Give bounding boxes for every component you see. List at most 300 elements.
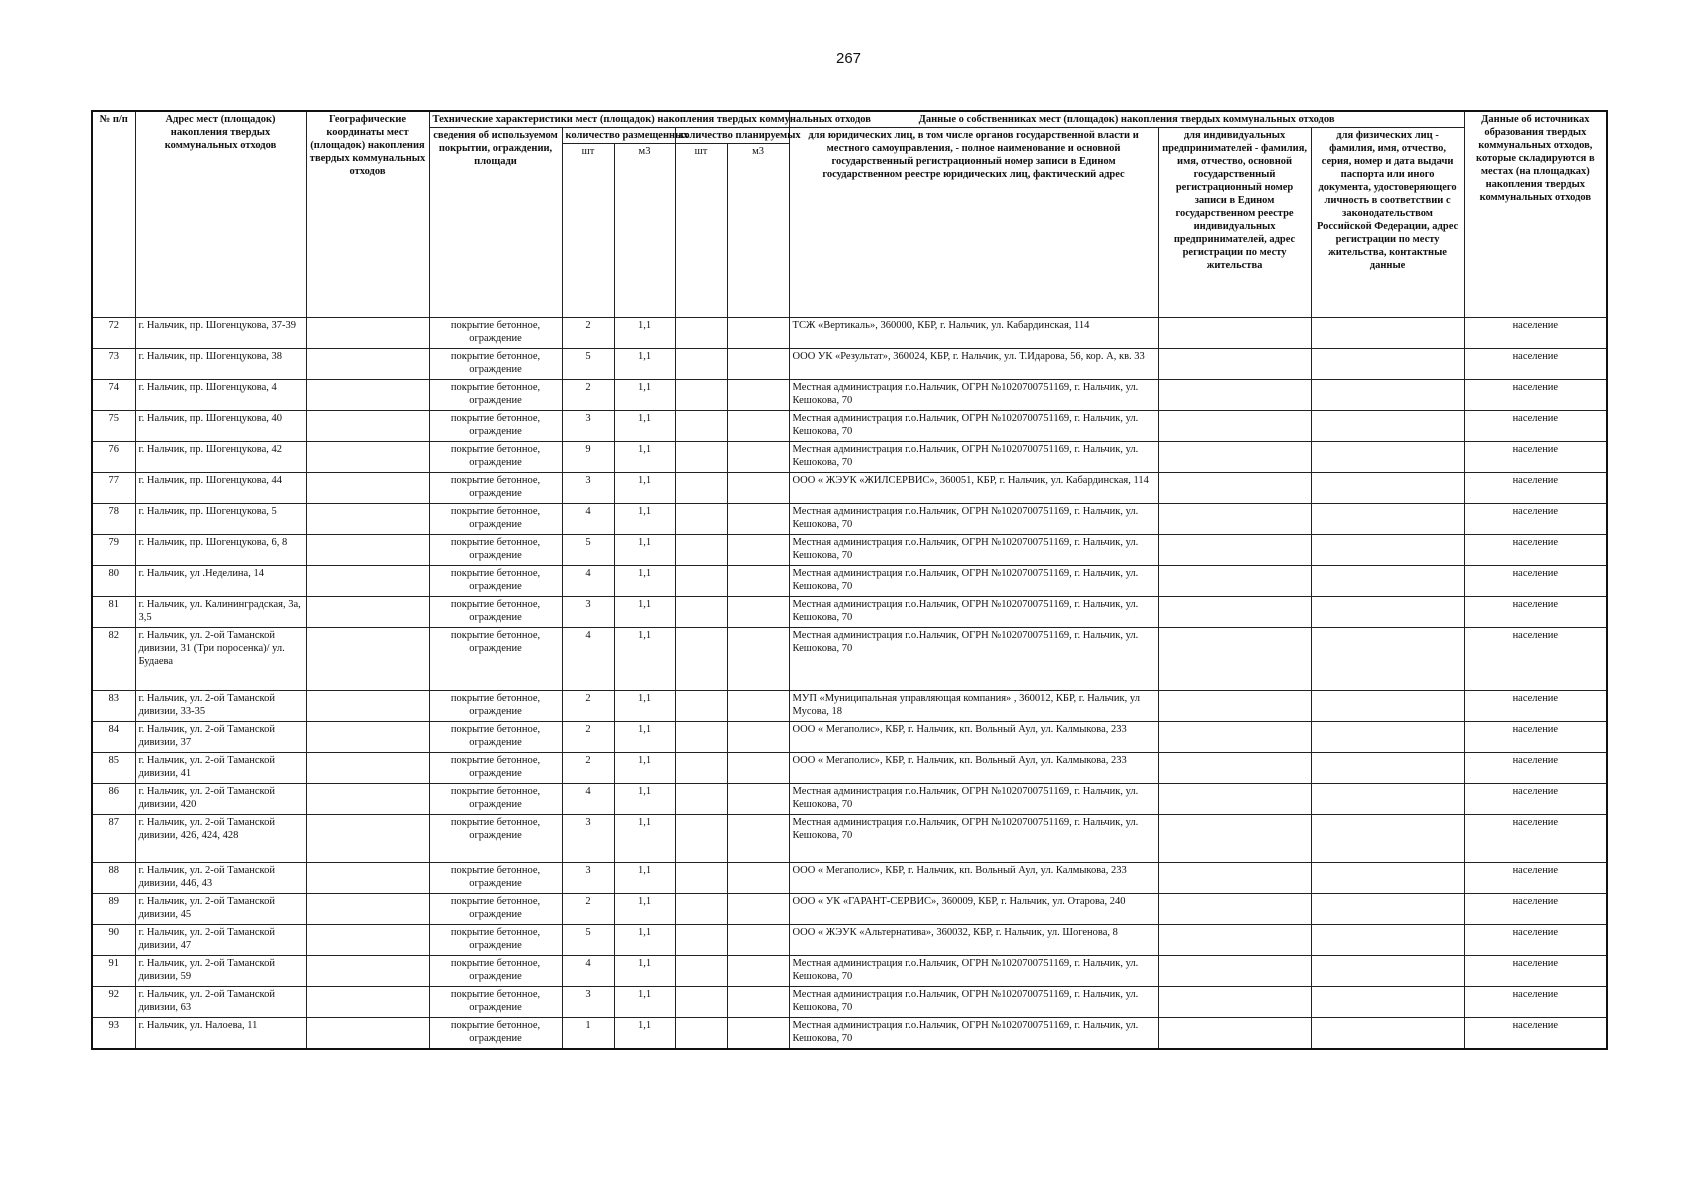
row-geo	[306, 1018, 429, 1049]
row-owner-legal: Местная администрация г.о.Нальчик, ОГРН №1020700751169, г. Нальчик, ул. Кешокова, 70	[789, 784, 1158, 815]
table-row	[92, 628, 1607, 691]
row-coverage: покрытие бетонное, ограждение	[429, 597, 562, 628]
row-placed-m3: 1,1	[614, 380, 675, 411]
row-coverage: покрытие бетонное, ограждение	[429, 956, 562, 987]
row-planned-sht	[675, 628, 727, 691]
row-planned-m3	[727, 442, 789, 473]
row-geo	[306, 815, 429, 863]
row-planned-m3	[727, 628, 789, 691]
row-coverage: покрытие бетонное, ограждение	[429, 442, 562, 473]
header-placed-m3: м3	[614, 144, 675, 318]
row-placed-sht: 3	[562, 597, 614, 628]
table-row	[92, 987, 1607, 1018]
row-planned-sht	[675, 863, 727, 894]
row-planned-sht	[675, 504, 727, 535]
row-source: население	[1464, 504, 1607, 535]
row-planned-sht	[675, 753, 727, 784]
row-owner-legal: ООО « Мегаполис», КБР, г. Нальчик, кп. Вольный Аул, ул. Калмыкова, 233	[789, 863, 1158, 894]
row-owner-legal: ООО « УК «ГАРАНТ-СЕРВИС», 360009, КБР, г. Нальчик, ул. Отарова, 240	[789, 894, 1158, 925]
row-owner-legal: ООО « ЖЭУК «ЖИЛСЕРВИС», 360051, КБР, г. Нальчик, ул. Кабардинская, 114	[789, 473, 1158, 504]
row-planned-m3	[727, 956, 789, 987]
row-owner-phys	[1311, 722, 1464, 753]
row-source: население	[1464, 784, 1607, 815]
row-owner-ip	[1158, 504, 1311, 535]
row-geo	[306, 349, 429, 380]
row-planned-sht	[675, 894, 727, 925]
row-placed-m3: 1,1	[614, 753, 675, 784]
row-address: г. Нальчик, ул. 2-ой Таманской дивизии, 59	[135, 956, 306, 987]
row-number: 81	[92, 597, 135, 628]
row-coverage: покрытие бетонное, ограждение	[429, 863, 562, 894]
row-placed-m3: 1,1	[614, 722, 675, 753]
row-number: 88	[92, 863, 135, 894]
row-owner-phys	[1311, 349, 1464, 380]
row-number: 93	[92, 1018, 135, 1049]
row-owner-ip	[1158, 987, 1311, 1018]
row-placed-m3: 1,1	[614, 1018, 675, 1049]
row-planned-sht	[675, 411, 727, 442]
row-coverage: покрытие бетонное, ограждение	[429, 691, 562, 722]
row-coverage: покрытие бетонное, ограждение	[429, 894, 562, 925]
row-geo	[306, 691, 429, 722]
row-owner-ip	[1158, 691, 1311, 722]
row-address: г. Нальчик, ул. Калининградская, 3а, 3,5	[135, 597, 306, 628]
row-placed-sht: 3	[562, 473, 614, 504]
table-row	[92, 784, 1607, 815]
row-owner-phys	[1311, 597, 1464, 628]
table-row	[92, 473, 1607, 504]
header-tech: Технические характеристики мест (площадок) накопления твердых коммунальных отходов	[429, 111, 789, 128]
table-row	[92, 815, 1607, 863]
row-placed-m3: 1,1	[614, 349, 675, 380]
row-geo	[306, 504, 429, 535]
row-coverage: покрытие бетонное, ограждение	[429, 349, 562, 380]
row-placed-m3: 1,1	[614, 442, 675, 473]
row-geo	[306, 863, 429, 894]
row-owner-phys	[1311, 691, 1464, 722]
row-geo	[306, 473, 429, 504]
header-planned-m3: м3	[727, 144, 789, 318]
row-planned-sht	[675, 349, 727, 380]
row-placed-m3: 1,1	[614, 691, 675, 722]
row-coverage: покрытие бетонное, ограждение	[429, 722, 562, 753]
row-coverage: покрытие бетонное, ограждение	[429, 1018, 562, 1049]
row-address: г. Нальчик, пр. Шогенцукова, 38	[135, 349, 306, 380]
row-geo	[306, 535, 429, 566]
row-source: население	[1464, 815, 1607, 863]
row-planned-m3	[727, 815, 789, 863]
table-row	[92, 753, 1607, 784]
row-planned-m3	[727, 722, 789, 753]
row-owner-ip	[1158, 535, 1311, 566]
row-geo	[306, 442, 429, 473]
table-row	[92, 411, 1607, 442]
row-owner-ip	[1158, 380, 1311, 411]
row-address: г. Нальчик, пр. Шогенцукова, 44	[135, 473, 306, 504]
row-planned-m3	[727, 753, 789, 784]
row-source: население	[1464, 349, 1607, 380]
row-placed-m3: 1,1	[614, 597, 675, 628]
row-coverage: покрытие бетонное, ограждение	[429, 566, 562, 597]
row-source: население	[1464, 318, 1607, 349]
row-owner-legal: ООО « ЖЭУК «Альтернатива», 360032, КБР, г. Нальчик, ул. Шогенова, 8	[789, 925, 1158, 956]
header-owners: Данные о собственниках мест (площадок) накопления твердых коммунальных отходов	[789, 111, 1464, 128]
row-placed-sht: 1	[562, 1018, 614, 1049]
row-geo	[306, 784, 429, 815]
row-owner-phys	[1311, 380, 1464, 411]
table-row	[92, 925, 1607, 956]
table-row	[92, 380, 1607, 411]
row-owner-ip	[1158, 722, 1311, 753]
header-planned-sht: шт	[675, 144, 727, 318]
header-phys: для физических лиц - фамилия, имя, отчество, серия, номер и дата выдачи паспорта или иного документа, удостоверяющего личность в соответствии с законодательством Российской Федерации, адрес регистрации по месту жительства, контактные данные	[1311, 128, 1464, 318]
row-placed-sht: 2	[562, 318, 614, 349]
row-planned-sht	[675, 987, 727, 1018]
row-owner-legal: Местная администрация г.о.Нальчик, ОГРН №1020700751169, г. Нальчик, ул. Кешокова, 70	[789, 987, 1158, 1018]
row-source: население	[1464, 473, 1607, 504]
row-placed-m3: 1,1	[614, 411, 675, 442]
row-number: 73	[92, 349, 135, 380]
row-owner-legal: Местная администрация г.о.Нальчик, ОГРН №1020700751169, г. Нальчик, ул. Кешокова, 70	[789, 1018, 1158, 1049]
row-planned-sht	[675, 691, 727, 722]
row-owner-ip	[1158, 566, 1311, 597]
row-planned-m3	[727, 380, 789, 411]
row-coverage: покрытие бетонное, ограждение	[429, 535, 562, 566]
row-owner-phys	[1311, 956, 1464, 987]
row-owner-legal: Местная администрация г.о.Нальчик, ОГРН №1020700751169, г. Нальчик, ул. Кешокова, 70	[789, 504, 1158, 535]
row-planned-m3	[727, 1018, 789, 1049]
row-number: 79	[92, 535, 135, 566]
row-owner-ip	[1158, 863, 1311, 894]
row-placed-m3: 1,1	[614, 863, 675, 894]
row-address: г. Нальчик, ул. 2-ой Таманской дивизии, 426, 424, 428	[135, 815, 306, 863]
row-address: г. Нальчик, ул. 2-ой Таманской дивизии, 37	[135, 722, 306, 753]
row-source: население	[1464, 987, 1607, 1018]
table-row	[92, 349, 1607, 380]
row-owner-ip	[1158, 1018, 1311, 1049]
row-number: 86	[92, 784, 135, 815]
row-number: 84	[92, 722, 135, 753]
row-planned-sht	[675, 956, 727, 987]
row-address: г. Нальчик, ул. 2-ой Таманской дивизии, 47	[135, 925, 306, 956]
row-planned-sht	[675, 815, 727, 863]
header-geo: Географические координаты мест (площадок) накопления твердых коммунальных отходов	[306, 111, 429, 318]
row-owner-ip	[1158, 318, 1311, 349]
table-row	[92, 442, 1607, 473]
row-owner-phys	[1311, 863, 1464, 894]
row-source: население	[1464, 956, 1607, 987]
row-planned-m3	[727, 566, 789, 597]
row-geo	[306, 628, 429, 691]
row-owner-legal: Местная администрация г.о.Нальчик, ОГРН №1020700751169, г. Нальчик, ул. Кешокова, 70	[789, 380, 1158, 411]
row-coverage: покрытие бетонное, ограждение	[429, 753, 562, 784]
row-geo	[306, 956, 429, 987]
row-source: население	[1464, 535, 1607, 566]
row-placed-m3: 1,1	[614, 894, 675, 925]
row-coverage: покрытие бетонное, ограждение	[429, 411, 562, 442]
table-row	[92, 566, 1607, 597]
row-owner-legal: ООО « Мегаполис», КБР, г. Нальчик, кп. Вольный Аул, ул. Калмыкова, 233	[789, 753, 1158, 784]
row-owner-legal: Местная администрация г.о.Нальчик, ОГРН №1020700751169, г. Нальчик, ул. Кешокова, 70	[789, 597, 1158, 628]
row-placed-sht: 2	[562, 753, 614, 784]
table-row	[92, 894, 1607, 925]
row-placed-sht: 2	[562, 380, 614, 411]
row-address: г. Нальчик, пр. Шогенцукова, 5	[135, 504, 306, 535]
row-owner-ip	[1158, 628, 1311, 691]
row-owner-phys	[1311, 535, 1464, 566]
table-body	[92, 318, 1607, 1049]
row-planned-m3	[727, 535, 789, 566]
header-address: Адрес мест (площадок) накопления твердых коммунальных отходов	[135, 111, 306, 318]
row-owner-legal: ООО « Мегаполис», КБР, г. Нальчик, кп. Вольный Аул, ул. Калмыкова, 233	[789, 722, 1158, 753]
row-owner-legal: ТСЖ «Вертикаль», 360000, КБР, г. Нальчик, ул. Кабардинская, 114	[789, 318, 1158, 349]
row-source: население	[1464, 566, 1607, 597]
row-owner-phys	[1311, 504, 1464, 535]
row-number: 75	[92, 411, 135, 442]
row-owner-phys	[1311, 473, 1464, 504]
table-row	[92, 956, 1607, 987]
row-number: 90	[92, 925, 135, 956]
table-row	[92, 504, 1607, 535]
header-num: № п/п	[92, 111, 135, 318]
row-address: г. Нальчик, пр. Шогенцукова, 4	[135, 380, 306, 411]
row-placed-sht: 4	[562, 628, 614, 691]
row-geo	[306, 987, 429, 1018]
table-row	[92, 597, 1607, 628]
page-number: 267	[835, 50, 862, 67]
row-owner-ip	[1158, 815, 1311, 863]
row-planned-m3	[727, 504, 789, 535]
row-placed-sht: 4	[562, 566, 614, 597]
row-planned-sht	[675, 925, 727, 956]
row-placed-sht: 4	[562, 784, 614, 815]
row-number: 83	[92, 691, 135, 722]
row-placed-sht: 4	[562, 504, 614, 535]
row-planned-sht	[675, 784, 727, 815]
row-coverage: покрытие бетонное, ограждение	[429, 473, 562, 504]
row-placed-sht: 2	[562, 722, 614, 753]
row-owner-phys	[1311, 628, 1464, 691]
row-owner-ip	[1158, 784, 1311, 815]
row-owner-ip	[1158, 597, 1311, 628]
row-coverage: покрытие бетонное, ограждение	[429, 987, 562, 1018]
row-planned-m3	[727, 349, 789, 380]
table-row	[92, 863, 1607, 894]
row-placed-m3: 1,1	[614, 628, 675, 691]
row-owner-phys	[1311, 784, 1464, 815]
row-owner-legal: Местная администрация г.о.Нальчик, ОГРН №1020700751169, г. Нальчик, ул. Кешокова, 70	[789, 956, 1158, 987]
header-sources: Данные об источниках образования твердых коммунальных отходов, которые складируются в местах (на площадках) накопления твердых коммунальных отходов	[1464, 111, 1607, 318]
row-address: г. Нальчик, ул. 2-ой Таманской дивизии, 33-35	[135, 691, 306, 722]
row-source: население	[1464, 691, 1607, 722]
row-address: г. Нальчик, пр. Шогенцукова, 40	[135, 411, 306, 442]
row-geo	[306, 566, 429, 597]
row-source: население	[1464, 1018, 1607, 1049]
header-coverage: сведения об используемом покрытии, ограждении, площади	[429, 128, 562, 318]
row-geo	[306, 411, 429, 442]
row-placed-m3: 1,1	[614, 956, 675, 987]
row-address: г. Нальчик, ул. 2-ой Таманской дивизии, 420	[135, 784, 306, 815]
table-row	[92, 535, 1607, 566]
row-address: г. Нальчик, ул. 2-ой Таманской дивизии, 41	[135, 753, 306, 784]
row-coverage: покрытие бетонное, ограждение	[429, 504, 562, 535]
row-source: население	[1464, 380, 1607, 411]
row-planned-sht	[675, 722, 727, 753]
row-owner-ip	[1158, 349, 1311, 380]
row-address: г. Нальчик, ул. 2-ой Таманской дивизии, 45	[135, 894, 306, 925]
row-owner-phys	[1311, 815, 1464, 863]
row-owner-legal: Местная администрация г.о.Нальчик, ОГРН №1020700751169, г. Нальчик, ул. Кешокова, 70	[789, 411, 1158, 442]
row-planned-sht	[675, 535, 727, 566]
row-placed-sht: 3	[562, 863, 614, 894]
row-source: население	[1464, 411, 1607, 442]
row-number: 82	[92, 628, 135, 691]
row-number: 89	[92, 894, 135, 925]
row-owner-ip	[1158, 894, 1311, 925]
row-coverage: покрытие бетонное, ограждение	[429, 925, 562, 956]
row-number: 74	[92, 380, 135, 411]
row-geo	[306, 597, 429, 628]
row-number: 91	[92, 956, 135, 987]
row-coverage: покрытие бетонное, ограждение	[429, 380, 562, 411]
row-placed-m3: 1,1	[614, 566, 675, 597]
row-placed-sht: 3	[562, 987, 614, 1018]
row-source: население	[1464, 925, 1607, 956]
row-address: г. Нальчик, ул .Неделина, 14	[135, 566, 306, 597]
row-geo	[306, 380, 429, 411]
row-placed-sht: 2	[562, 691, 614, 722]
header-legal: для юридических лиц, в том числе органов государственной власти и местного самоуправления, - полное наименование и основной государственный регистрационный номер записи в Едином государственном реестре юридических лиц, фактический адрес	[789, 128, 1158, 318]
row-owner-legal: Местная администрация г.о.Нальчик, ОГРН №1020700751169, г. Нальчик, ул. Кешокова, 70	[789, 566, 1158, 597]
row-source: население	[1464, 722, 1607, 753]
row-placed-m3: 1,1	[614, 473, 675, 504]
row-planned-m3	[727, 863, 789, 894]
row-owner-phys	[1311, 925, 1464, 956]
row-owner-ip	[1158, 411, 1311, 442]
row-owner-phys	[1311, 566, 1464, 597]
header-qty-placed: количество размещенных	[562, 128, 675, 144]
row-number: 76	[92, 442, 135, 473]
row-planned-sht	[675, 597, 727, 628]
row-geo	[306, 318, 429, 349]
row-placed-sht: 5	[562, 535, 614, 566]
row-placed-m3: 1,1	[614, 815, 675, 863]
row-source: население	[1464, 442, 1607, 473]
row-number: 78	[92, 504, 135, 535]
row-owner-legal: ООО УК «Результат», 360024, КБР, г. Нальчик, ул. Т.Идарова, 56, кор. А, кв. 33	[789, 349, 1158, 380]
row-placed-sht: 5	[562, 349, 614, 380]
table-row	[92, 691, 1607, 722]
row-geo	[306, 894, 429, 925]
row-number: 72	[92, 318, 135, 349]
row-source: население	[1464, 628, 1607, 691]
row-planned-sht	[675, 473, 727, 504]
row-owner-ip	[1158, 473, 1311, 504]
row-owner-phys	[1311, 894, 1464, 925]
row-coverage: покрытие бетонное, ограждение	[429, 318, 562, 349]
row-planned-m3	[727, 597, 789, 628]
row-planned-m3	[727, 318, 789, 349]
row-owner-phys	[1311, 1018, 1464, 1049]
row-number: 92	[92, 987, 135, 1018]
row-planned-m3	[727, 411, 789, 442]
row-source: население	[1464, 863, 1607, 894]
row-geo	[306, 722, 429, 753]
row-owner-legal: Местная администрация г.о.Нальчик, ОГРН №1020700751169, г. Нальчик, ул. Кешокова, 70	[789, 442, 1158, 473]
row-coverage: покрытие бетонное, ограждение	[429, 815, 562, 863]
row-planned-m3	[727, 987, 789, 1018]
row-placed-sht: 3	[562, 411, 614, 442]
row-planned-m3	[727, 473, 789, 504]
row-address: г. Нальчик, ул. Налоева, 11	[135, 1018, 306, 1049]
row-planned-sht	[675, 1018, 727, 1049]
row-planned-sht	[675, 380, 727, 411]
row-planned-sht	[675, 566, 727, 597]
row-coverage: покрытие бетонное, ограждение	[429, 628, 562, 691]
row-placed-m3: 1,1	[614, 925, 675, 956]
row-owner-phys	[1311, 442, 1464, 473]
row-owner-ip	[1158, 753, 1311, 784]
header-ip: для индивидуальных предпринимателей - фамилия, имя, отчество, основной государственный регистрационный номер записи в Едином государственном реестре индивидуальных предпринимателей, адрес регистрации по месту жительства	[1158, 128, 1311, 318]
row-placed-m3: 1,1	[614, 504, 675, 535]
row-owner-ip	[1158, 442, 1311, 473]
row-owner-phys	[1311, 318, 1464, 349]
table-row	[92, 722, 1607, 753]
row-placed-sht: 5	[562, 925, 614, 956]
row-placed-m3: 1,1	[614, 987, 675, 1018]
row-source: население	[1464, 894, 1607, 925]
row-placed-sht: 3	[562, 815, 614, 863]
row-address: г. Нальчик, пр. Шогенцукова, 37-39	[135, 318, 306, 349]
row-source: население	[1464, 597, 1607, 628]
row-planned-m3	[727, 894, 789, 925]
header-qty-planned: количество планируемых	[675, 128, 789, 144]
row-owner-ip	[1158, 956, 1311, 987]
row-address: г. Нальчик, ул. 2-ой Таманской дивизии, 446, 43	[135, 863, 306, 894]
row-number: 80	[92, 566, 135, 597]
row-owner-legal: Местная администрация г.о.Нальчик, ОГРН №1020700751169, г. Нальчик, ул. Кешокова, 70	[789, 535, 1158, 566]
row-address: г. Нальчик, ул. 2-ой Таманской дивизии, 63	[135, 987, 306, 1018]
row-owner-phys	[1311, 411, 1464, 442]
table-row	[92, 318, 1607, 349]
row-number: 85	[92, 753, 135, 784]
row-address: г. Нальчик, пр. Шогенцукова, 6, 8	[135, 535, 306, 566]
row-owner-legal: Местная администрация г.о.Нальчик, ОГРН №1020700751169, г. Нальчик, ул. Кешокова, 70	[789, 628, 1158, 691]
row-owner-ip	[1158, 925, 1311, 956]
row-geo	[306, 925, 429, 956]
row-placed-m3: 1,1	[614, 318, 675, 349]
row-placed-sht: 4	[562, 956, 614, 987]
row-address: г. Нальчик, пр. Шогенцукова, 42	[135, 442, 306, 473]
row-owner-legal: МУП «Муниципальная управляющая компания» , 360012, КБР, г. Нальчик, ул Мусова, 18	[789, 691, 1158, 722]
row-address: г. Нальчик, ул. 2-ой Таманской дивизии, 31 (Три поросенка)/ ул. Будаева	[135, 628, 306, 691]
row-planned-m3	[727, 784, 789, 815]
waste-sites-table	[91, 110, 1608, 1050]
row-coverage: покрытие бетонное, ограждение	[429, 784, 562, 815]
row-planned-sht	[675, 318, 727, 349]
row-placed-m3: 1,1	[614, 784, 675, 815]
header-placed-sht: шт	[562, 144, 614, 318]
row-number: 77	[92, 473, 135, 504]
row-owner-legal: Местная администрация г.о.Нальчик, ОГРН №1020700751169, г. Нальчик, ул. Кешокова, 70	[789, 815, 1158, 863]
row-placed-m3: 1,1	[614, 535, 675, 566]
row-owner-phys	[1311, 753, 1464, 784]
row-owner-phys	[1311, 987, 1464, 1018]
row-planned-m3	[727, 691, 789, 722]
table-header	[92, 111, 1607, 318]
row-placed-sht: 2	[562, 894, 614, 925]
table-row	[92, 1018, 1607, 1049]
